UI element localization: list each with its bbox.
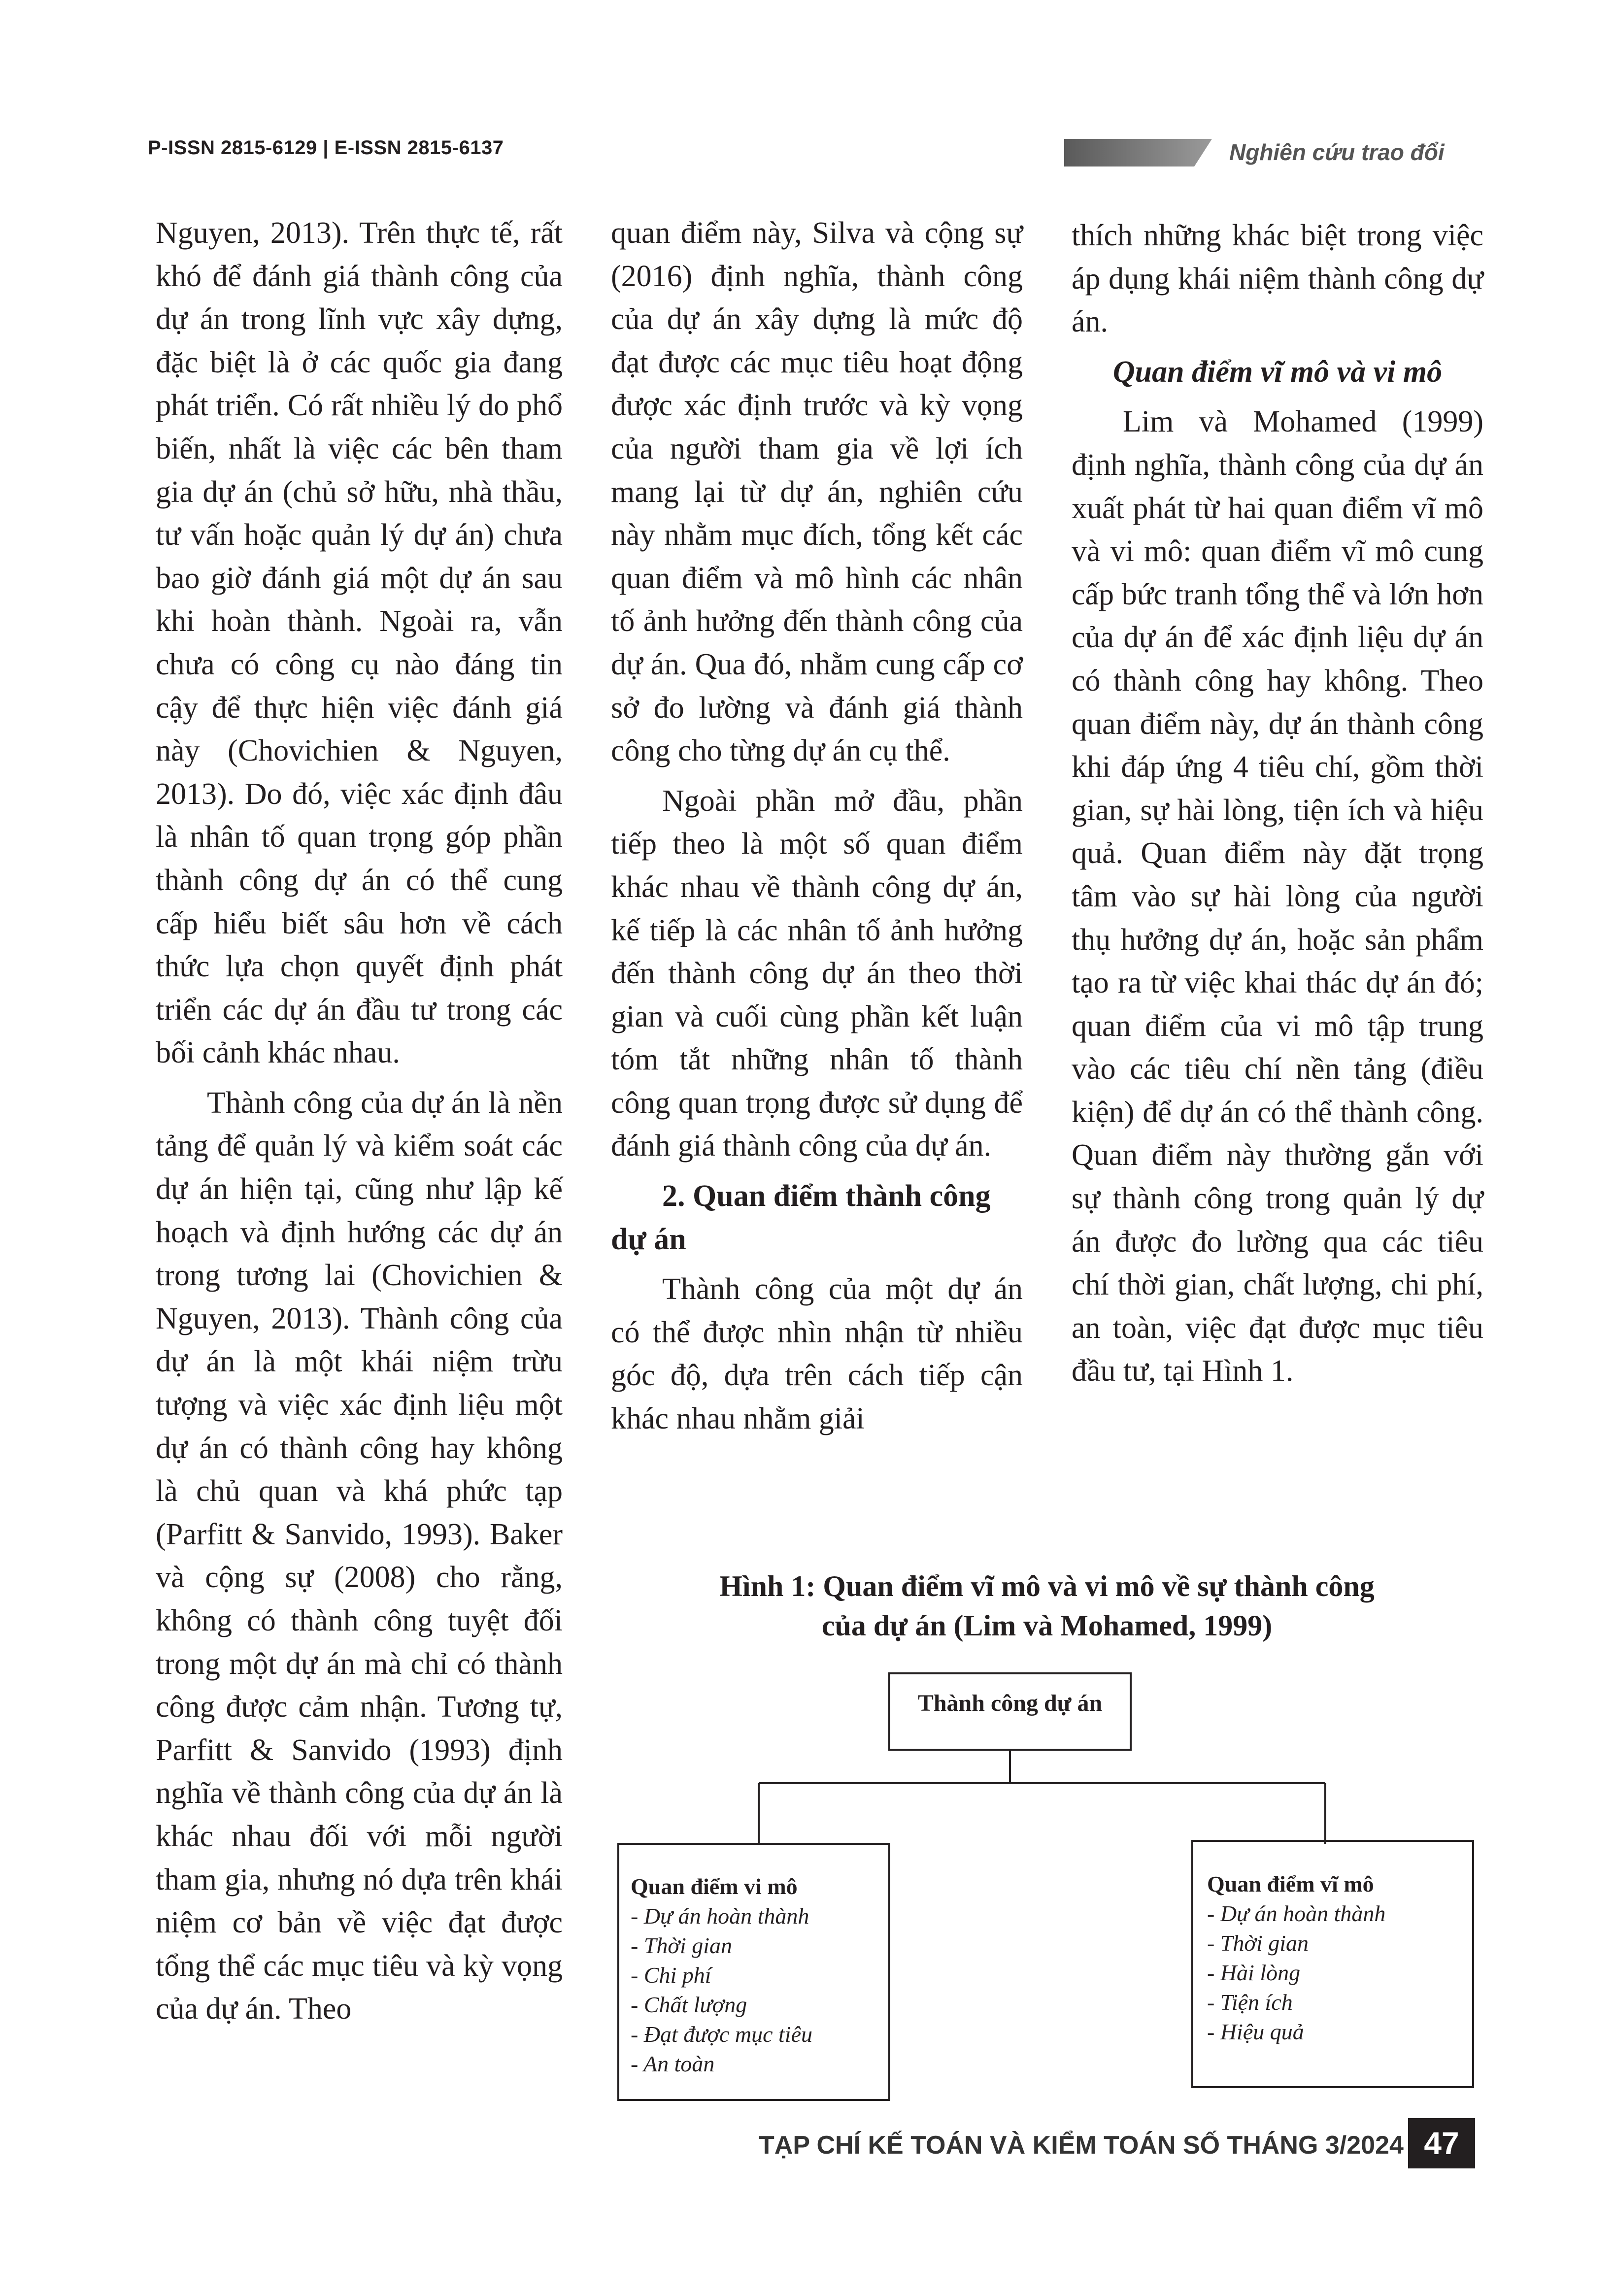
micro-item: - Đạt được mục tiêu	[631, 2022, 812, 2047]
micro-item: - Chi phí	[631, 1963, 711, 1988]
paragraph: Ngoài phần mở đầu, phần tiếp theo là một số quan điểm khác nhau về thành công dự án, kế tiếp là các nhân tố ảnh hưởng đến thành công dự án theo thời gian và cuối cùng phần kết luận tóm tắt những nhân tố thành công quan trọng được sử dụng để đánh giá thành công của dự án.	[611, 784, 1023, 1163]
paragraph: Nguyen, 2013). Trên thực tế, rất khó để đánh giá thành công của dự án trong lĩnh vực xây dựng, đặc biệt là ở các quốc gia đang phát triển. Có rất nhiều lý do phổ biến, nhất là việc các bên tham gia dự án (chủ sở hữu, nhà thầu, tư vấn hoặc quản lý dự án) chưa bao giờ đánh giá một dự án sau khi hoàn thành. Ngoài ra, vẫn chưa có công cụ nào đáng tin cậy để thực hiện việc đánh giá này (Chovichien & Nguyen, 2013). Do đó, việc xác định đâu là nhân tố quan trọng góp phần thành công dự án có thể cung cấp hiểu biết sâu hơn về cách thức lựa chọn quyết định phát triển các dự án đầu tư trong các bối cảnh khác nhau.	[156, 216, 563, 1070]
paragraph: thích những khác biệt trong việc áp dụng khái niệm thành công dự án.	[1072, 219, 1483, 339]
macro-perspective	[1207, 1869, 1385, 2047]
section-heading: 2. Quan điểm thành công dự án	[611, 1179, 991, 1256]
paragraph: Thành công của dự án là nền tảng để quản lý và kiểm soát các dự án hiện tại, cũng như lập kế hoạch và định hướng các dự án trong tương lai (Chovichien & Nguyen, 2013). Thành công của dự án là một khái niệm trừu tượng và việc xác định liệu một dự án có thành công hay không là chủ quan và khá phức tạp (Parfitt & Sanvido, 1993). Baker và cộng sự (2008) cho rằng, không có thành công tuyệt đối trong một dự án mà chỉ có thành công được cảm nhận. Tương tự, Parfitt & Sanvido (1993) định nghĩa về thành công của dự án là khác nhau đối với mỗi người tham gia, nhưng nó dựa trên khái niệm cơ bản về việc đạt được tổng thể các mục tiêu và kỳ vọng của dự án. Theo	[156, 1086, 563, 2026]
figure-caption-line: của dự án (Lim và Mohamed, 1999)	[821, 1609, 1273, 1642]
micro-item: - Dự án hoàn thành	[631, 1903, 809, 1929]
macro-item: - Thời gian	[1207, 1930, 1309, 1956]
micro-item: - Chất lượng	[631, 1992, 747, 2017]
micro-item: - Thời gian	[631, 1933, 733, 1958]
page-number: 47	[1408, 2118, 1475, 2168]
figure-caption-line: Hình 1: Quan điểm vĩ mô và vi mô về sự thành công	[719, 1570, 1375, 1602]
micro-title: Quan điểm vi mô	[631, 1874, 798, 1899]
micro-perspective	[631, 1872, 812, 2079]
macro-title: Quan điểm vĩ mô	[1207, 1871, 1374, 1897]
subsection-heading: Quan điểm vĩ mô và vi mô	[1112, 355, 1443, 389]
section-title: Nghiên cứu trao đổi	[1229, 139, 1445, 165]
macro-item: - Hiệu quả	[1207, 2019, 1304, 2044]
paragraph: Thành công của một dự án có thể được nhìn nhận từ nhiều góc độ, dựa trên cách tiếp cận khác nhau nhằm giải	[611, 1272, 1023, 1436]
journal-title: TẠP CHÍ KẾ TOÁN VÀ KIỂM TOÁN SỐ THÁNG 3/2024	[759, 2131, 1404, 2160]
macro-item: - Tiện ích	[1207, 1990, 1293, 2015]
root-label: Thành công dự án	[917, 1690, 1103, 1716]
journal-issn: P-ISSN 2815-6129 | E-ISSN 2815-6137	[148, 137, 504, 159]
micro-item: - An toàn	[631, 2051, 715, 2076]
paragraph: quan điểm này, Silva và cộng sự (2016) định nghĩa, thành công của dự án xây dựng là mức độ đạt được các mục tiêu hoạt động được xác định trước và kỳ vọng của người tham gia về lợi ích mang lại từ dự án, nghiên cứu này nhằm mục đích, tổng kết các quan điểm và mô hình các nhân tố ảnh hưởng đến thành công của dự án. Qua đó, nhằm cung cấp cơ sở đo lường và đánh giá thành công cho từng dự án cụ thể.	[611, 216, 1023, 768]
paragraph: Lim và Mohamed (1999) định nghĩa, thành công của dự án xuất phát từ hai quan điểm vĩ mô và vi mô: quan điểm vĩ mô cung cấp bức tranh tổng thể và lớn hơn của dự án để xác định liệu dự án có thành công hay không. Theo quan điểm này, dự án thành công khi đáp ứng 4 tiêu chí, gồm thời gian, sự hài lòng, tiện ích và hiệu quả. Quan điểm này đặt trọng tâm vào sự hài lòng của người thụ hưởng dự án, hoặc sản phẩm tạo ra từ việc khai thác dự án đó; quan điểm của vi mô tập trung vào các tiêu chí nền tảng (điều kiện) để dự án có thể thành công. Quan điểm này thường gắn với sự thành công trong quản lý dự án được đo lường qua các tiêu chí thời gian, chất lượng, chi phí, an toàn, việc đạt được mục tiêu đầu tư, tại Hình 1.	[1072, 405, 1483, 1388]
macro-item: - Hài lòng	[1207, 1960, 1301, 1985]
macro-item: - Dự án hoàn thành	[1207, 1901, 1386, 1926]
